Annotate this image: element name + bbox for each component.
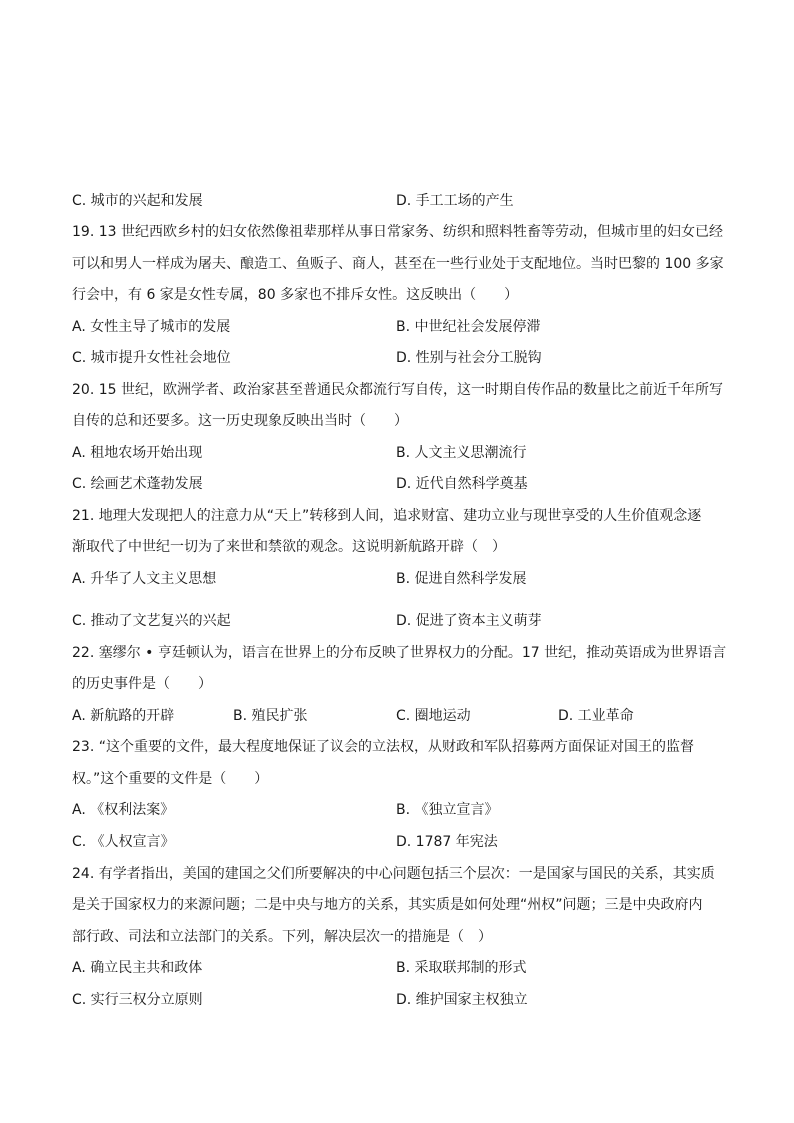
q24-stem-line-2: 是关于国家权力的来源问题；二是中央与地方的关系，其实质是如何处理“州权”问题；三是中央政府内 [72,897,703,913]
q22-option-a: A. 新航路的开辟 [72,708,175,724]
q22-option-c: C. 圈地运动 [396,708,471,724]
q19-option-c: C. 城市提升女性社会地位 [72,350,231,366]
q21-stem-line-1: 21. 地理大发现把人的注意力从“天上”转移到人间，追求财富、建功立业与现世享受的人生价值观念逐 [72,508,702,524]
q19-stem-line-1: 19. 13 世纪西欧乡村的妇女依然像祖辈那样从事日常家务、纺织和照料牲畜等劳动，但城市里的妇女已经 [72,224,723,240]
q19-option-a: A. 女性主导了城市的发展 [72,319,231,335]
q24-option-a: A. 确立民主共和政体 [72,960,203,976]
q21-option-d: D. 促进了资本主义萌芽 [396,613,542,629]
q22-option-b: B. 殖民扩张 [233,708,308,724]
q23-option-c: C. 《人权宣言》 [72,834,175,850]
q18-option-c: C. 城市的兴起和发展 [72,193,203,209]
q21-option-c: C. 推动了文艺复兴的兴起 [72,613,231,629]
q22-stem-line-2: 的历史事件是（ ） [72,676,212,692]
q22-option-d: D. 工业革命 [558,708,634,724]
q23-option-d: D. 1787 年宪法 [396,834,498,850]
q24-option-d: D. 维护国家主权独立 [396,992,528,1008]
q24-stem-line-1: 24. 有学者指出，美国的建国之父们所要解决的中心问题包括三个层次：一是国家与国民的关系，其实质 [72,866,715,882]
q19-stem-line-2: 可以和男人一样成为屠夫、酿造工、鱼贩子、商人，甚至在一些行业处于支配地位。当时巴黎的 100 多家 [72,256,724,272]
q20-stem-line-2: 自传的总和还要多。这一历史现象反映出当时（ ） [72,413,408,429]
q24-stem-line-3: 部行政、司法和立法部门的关系。下列，解决层次一的措施是（ ） [72,929,492,945]
q24-option-c: C. 实行三权分立原则 [72,992,203,1008]
q20-option-d: D. 近代自然科学奠基 [396,476,528,492]
q23-stem-line-1: 23. “这个重要的文件，最大程度地保证了议会的立法权，从财政和军队招募两方面保证对国王的监督 [72,739,694,755]
q18-option-d: D. 手工工场的产生 [396,193,514,209]
q20-option-b: B. 人文主义思潮流行 [396,445,527,461]
q21-stem-line-2: 渐取代了中世纪一切为了来世和禁欲的观念。这说明新航路开辟（ ） [72,539,506,555]
q22-stem-line-1: 22. 塞缪尔 • 亨廷顿认为，语言在世界上的分布反映了世界权力的分配。17 世纪，推动英语成为世界语言 [72,645,727,661]
q19-stem-line-3: 行会中，有 6 家是女性专属，80 多家也不排斥女性。这反映出（ ） [72,287,519,303]
q19-option-b: B. 中世纪社会发展停滞 [396,319,541,335]
q20-stem-line-1: 20. 15 世纪，欧洲学者、政治家甚至普通民众都流行写自传，这一时期自传作品的数量比之前近千年所写 [72,382,723,398]
q23-stem-line-2: 权。”这个重要的文件是（ ） [72,771,269,787]
q20-option-a: A. 租地农场开始出现 [72,445,203,461]
q20-option-c: C. 绘画艺术蓬勃发展 [72,476,203,492]
q21-option-b: B. 促进自然科学发展 [396,571,527,587]
q23-option-a: A. 《权利法案》 [72,802,175,818]
q21-option-a: A. 升华了人文主义思想 [72,571,217,587]
q23-option-b: B. 《独立宣言》 [396,802,499,818]
q24-option-b: B. 采取联邦制的形式 [396,960,527,976]
q19-option-d: D. 性别与社会分工脱钩 [396,350,542,366]
